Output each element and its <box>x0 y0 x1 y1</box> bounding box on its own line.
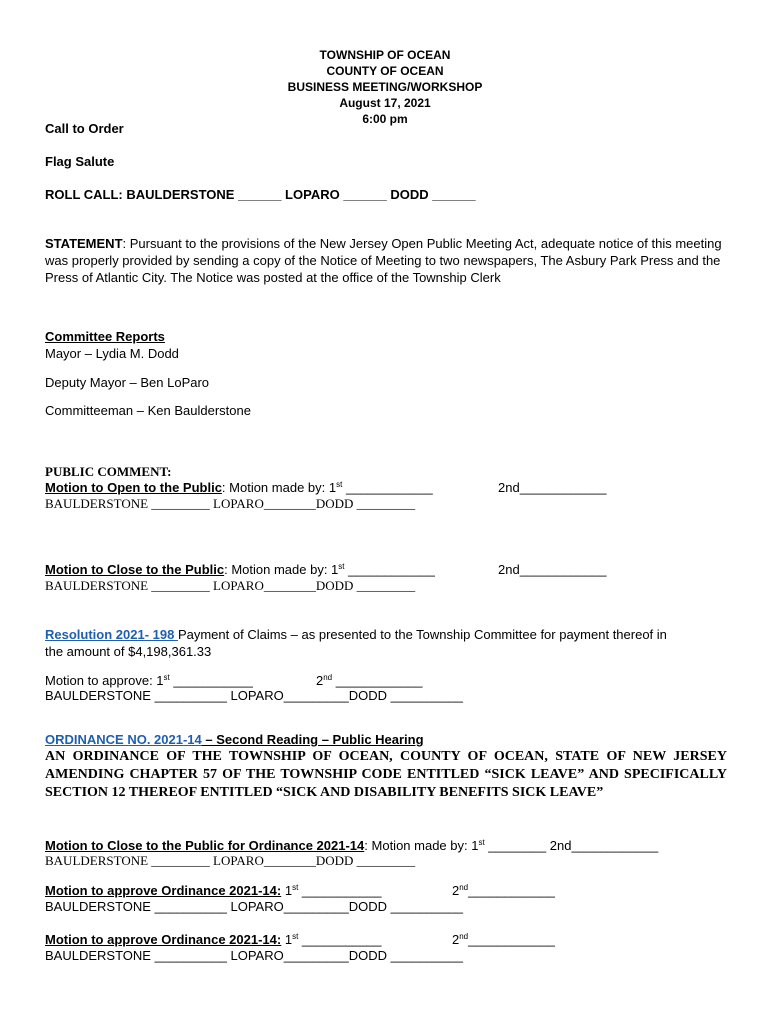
resolution-second-sup: nd <box>323 673 333 682</box>
motion-close-second: 2nd____________ <box>498 562 607 577</box>
ordinance-approve1-second-num: 2 <box>452 883 460 898</box>
header-township: TOWNSHIP OF OCEAN <box>319 48 451 62</box>
ordinance-close-roll: BAULDERSTONE _________ LOPARO________DODD _________ <box>45 853 416 868</box>
motion-open-label: Motion to Open to the Public <box>45 480 222 495</box>
ordinance-close-rest: : Motion made by: 1 <box>364 838 479 853</box>
ordinance-close-sup: st <box>478 838 485 847</box>
motion-close-roll: BAULDERSTONE _________ LOPARO________DODD _________ <box>45 578 416 593</box>
resolution-approve-blank: ___________ <box>169 673 253 688</box>
resolution-second-blank: ____________ <box>332 673 423 688</box>
ordinance-approve2-second-blank: ____________ <box>468 932 555 947</box>
ordinance-heading-rest: – Second Reading – Public Hearing <box>201 732 424 747</box>
ordinance-approve1 <box>45 883 381 898</box>
statement-text: : Pursuant to the provisions of the New Jersey Open Public Meeting Act, adequate notice of this meeting was properly provided by sending a copy of the Notice of Meeting to two newspapers, The Asbury Park Press and the Press of Atlantic City. The Notice was posted at the office of the Township Clerk <box>45 236 722 285</box>
motion-open-rest: : Motion made by: 1 <box>221 480 337 495</box>
ordinance-approve1-blank: ___________ <box>298 883 382 898</box>
resolution-approve-label: Motion to approve: 1 <box>45 673 164 688</box>
header-date: August 17, 2021 <box>339 96 431 110</box>
ordinance-approve1-second-blank: ____________ <box>468 883 555 898</box>
ordinance-approve2-label: Motion to approve Ordinance 2021-14: <box>45 932 282 947</box>
document-header <box>0 47 770 127</box>
ordinance-heading <box>45 732 424 747</box>
resolution-second-num: 2 <box>316 673 324 688</box>
ordinance-approve1-roll: BAULDERSTONE __________ LOPARO_________DODD __________ <box>45 899 463 914</box>
ordinance-approve2 <box>45 932 381 947</box>
ordinance-approve1-num: 1 <box>281 883 293 898</box>
motion-close-public <box>45 562 435 577</box>
first-blank: ____________ <box>342 480 433 495</box>
header-time: 6:00 pm <box>362 112 408 126</box>
ordinance-approve2-num: 1 <box>281 932 293 947</box>
roll-call: ROLL CALL: BAULDERSTONE ______ LOPARO ______ DODD ______ <box>45 187 476 202</box>
committee-mayor: Mayor – Lydia M. Dodd <box>45 346 179 361</box>
ordinance-approve2-second <box>452 932 555 947</box>
ordinance-approve2-blank: ___________ <box>298 932 382 947</box>
resolution-text: Payment of Claims – as presented to the Township Committee for payment thereof in <box>177 627 667 642</box>
motion-open-public <box>45 480 433 495</box>
resolution-link[interactable]: Resolution 2021- 198 <box>45 627 178 642</box>
resolution-roll: BAULDERSTONE __________ LOPARO_________DODD __________ <box>45 688 463 703</box>
ordinance-close-blank: ________ <box>484 838 547 853</box>
statement-paragraph <box>45 235 725 286</box>
first-superscript: st <box>336 480 343 489</box>
ordinance-link[interactable]: ORDINANCE NO. 2021-14 <box>45 732 202 747</box>
public-comment-heading: PUBLIC COMMENT: <box>45 464 172 479</box>
ordinance-approve1-second-sup: nd <box>459 883 469 892</box>
ordinance-approve2-roll: BAULDERSTONE __________ LOPARO_________DODD __________ <box>45 948 463 963</box>
close-first-blank: ____________ <box>344 562 435 577</box>
resolution-approve-sup: st <box>163 673 170 682</box>
ordinance-close-label: Motion to Close to the Public for Ordinance 2021-14 <box>45 838 365 853</box>
resolution-line1 <box>45 627 667 642</box>
committee-deputy-mayor: Deputy Mayor – Ben LoParo <box>45 375 210 390</box>
ordinance-approve2-second-sup: nd <box>459 932 469 941</box>
call-to-order: Call to Order <box>45 121 124 136</box>
motion-close-rest: : Motion made by: 1 <box>224 562 339 577</box>
ordinance-approve1-sup: st <box>292 883 299 892</box>
ordinance-title: AN ORDINANCE OF THE TOWNSHIP OF OCEAN, COUNTY OF OCEAN, STATE OF NEW JERSEY AMENDING CHAPTER 57 OF THE TOWNSHIP CODE ENTITLED “SICK LEAVE” AND SPECIFICALLY SECTION 12 THEREOF ENTITLED “SICK AND DISABILITY BENEFITS SICK LEAVE” <box>45 749 727 800</box>
ordinance-approve1-label: Motion to approve Ordinance 2021-14: <box>45 883 282 898</box>
statement-label: STATEMENT <box>45 236 123 251</box>
committee-reports-heading: Committee Reports <box>45 329 165 344</box>
motion-close-label: Motion to Close to the Public <box>45 562 225 577</box>
ordinance-close-motion <box>45 838 658 853</box>
committee-committeeman: Committeeman – Ken Baulderstone <box>45 403 251 418</box>
header-meeting-type: BUSINESS MEETING/WORKSHOP <box>287 80 483 94</box>
motion-open-roll: BAULDERSTONE _________ LOPARO________DODD _________ <box>45 496 416 511</box>
resolution-approve <box>45 673 253 688</box>
ordinance-approve2-second-num: 2 <box>452 932 460 947</box>
resolution-second <box>316 673 423 688</box>
ordinance-approve2-sup: st <box>292 932 299 941</box>
ordinance-close-second: 2nd____________ <box>546 838 659 853</box>
motion-open-second: 2nd____________ <box>498 480 607 495</box>
resolution-line2: the amount of $4,198,361.33 <box>45 644 212 659</box>
flag-salute: Flag Salute <box>45 154 115 169</box>
ordinance-approve1-second <box>452 883 555 898</box>
close-first-superscript: st <box>338 562 345 571</box>
header-county: COUNTY OF OCEAN <box>326 64 444 78</box>
